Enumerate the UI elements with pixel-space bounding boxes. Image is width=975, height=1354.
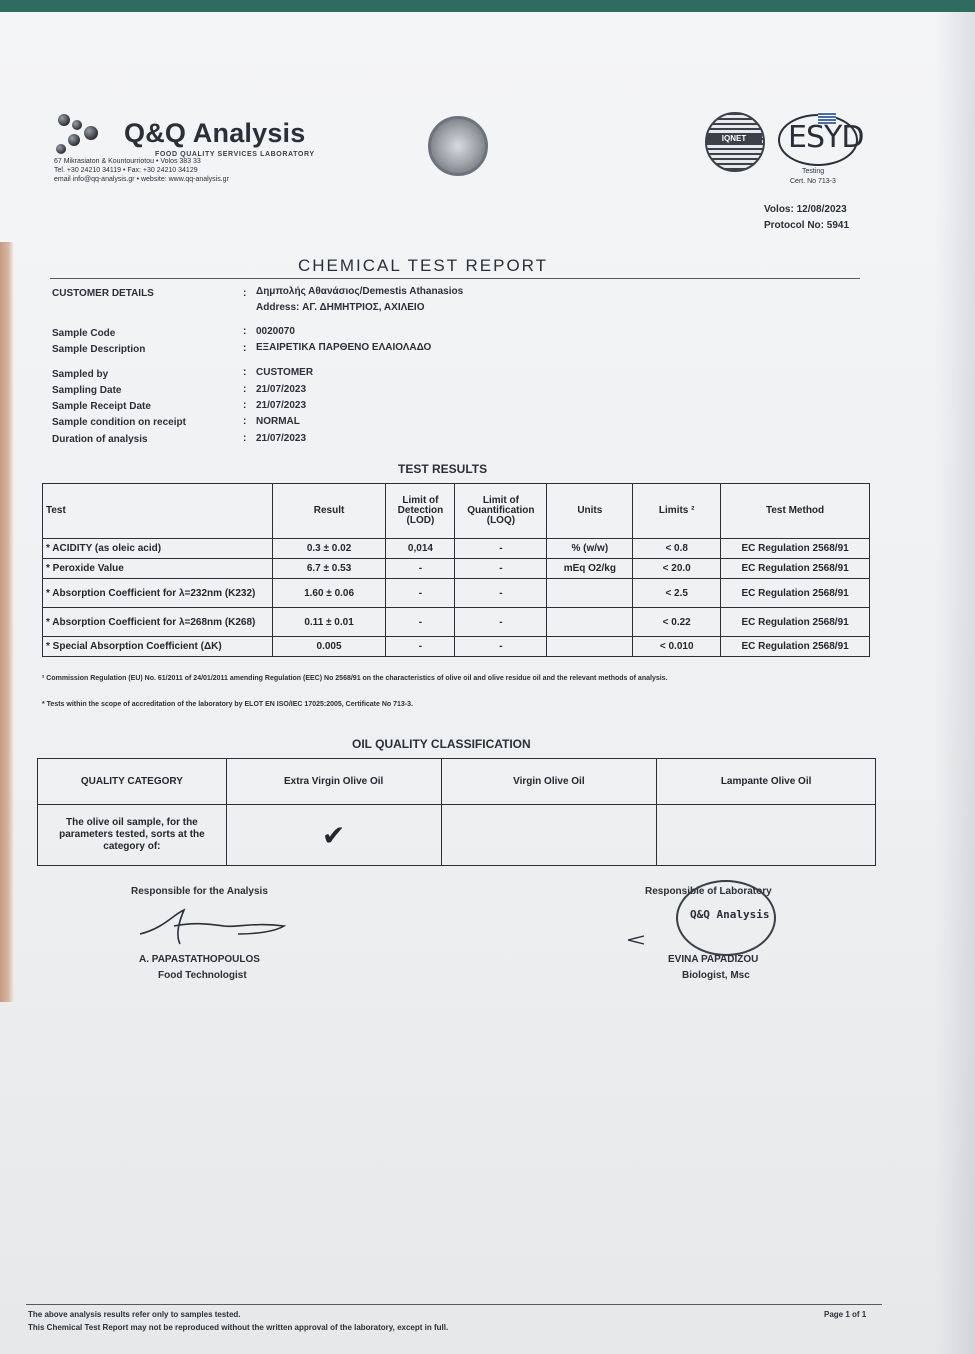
header-lod: Limit of Detection (LOD) bbox=[386, 484, 455, 539]
virgin-cell bbox=[441, 805, 657, 866]
left-signature-label: Responsible for the Analysis bbox=[131, 886, 268, 897]
row-units: % (w/w) bbox=[547, 539, 633, 559]
page-number: Page 1 of 1 bbox=[824, 1310, 867, 1319]
customer-label: CUSTOMER DETAILS bbox=[52, 288, 154, 299]
quality-category-header: QUALITY CATEGORY bbox=[38, 759, 227, 805]
lampante-header: Lampante Olive Oil bbox=[657, 759, 876, 805]
page-edge-shadow bbox=[935, 12, 975, 1354]
esyd-testing: Testing bbox=[802, 168, 825, 175]
row-method: EC Regulation 2568/91 bbox=[721, 637, 870, 657]
row-test: * Absorption Coefficient for λ=268nm (K268) bbox=[43, 608, 273, 637]
report-title: CHEMICAL TEST REPORT bbox=[298, 256, 549, 275]
classification-row-label: The olive oil sample, for the parameters tested, sorts at the category of: bbox=[38, 805, 227, 866]
row-loq: - bbox=[455, 608, 547, 637]
extra-virgin-cell bbox=[226, 805, 441, 866]
row-lod: - bbox=[386, 559, 455, 579]
email-line: email info@qq-analysis.gr • website: www.qq-analysis.gr bbox=[54, 176, 229, 183]
sampling-date: 21/07/2023 bbox=[256, 384, 307, 395]
row-limits: < 0.8 bbox=[633, 539, 721, 559]
row-test: * Peroxide Value bbox=[43, 559, 273, 579]
footer-disclaimer-2: This Chemical Test Report may not be reproduced without the written approval of the laboratory, except in full. bbox=[28, 1323, 449, 1332]
row-result: 0.11 ± 0.01 bbox=[272, 608, 386, 637]
row-units bbox=[547, 637, 633, 657]
header-limits: Limits ² bbox=[633, 484, 721, 539]
classification-table bbox=[37, 758, 876, 866]
row-limits: < 0.010 bbox=[633, 637, 721, 657]
lampante-cell bbox=[657, 805, 876, 866]
row-loq: - bbox=[455, 559, 547, 579]
sampling-date-label: Sampling Date bbox=[52, 385, 122, 396]
extra-virgin-header: Extra Virgin Olive Oil bbox=[226, 759, 441, 805]
sample-description: ΕΞΑΙΡΕΤΙΚΑ ΠΑΡΘΕΝΟ ΕΛΑΙΟΛΑΔΟ bbox=[256, 342, 432, 353]
left-signatory-name: A. PAPASTATHOPOULOS bbox=[139, 954, 260, 965]
row-result: 0.3 ± 0.02 bbox=[272, 539, 386, 559]
iqnet-label: IQNET bbox=[706, 134, 762, 143]
receipt-date: 21/07/2023 bbox=[256, 400, 307, 411]
table-row bbox=[43, 559, 870, 579]
table-row bbox=[43, 539, 870, 559]
row-method: EC Regulation 2568/91 bbox=[721, 608, 870, 637]
title-divider bbox=[50, 278, 860, 279]
row-result: 0.005 bbox=[272, 637, 386, 657]
row-method: EC Regulation 2568/91 bbox=[721, 559, 870, 579]
results-table bbox=[42, 483, 870, 657]
protocol-number: Protocol No: 5941 bbox=[764, 220, 850, 231]
footer-divider bbox=[26, 1304, 882, 1305]
sample-code: 0020070 bbox=[256, 326, 295, 337]
row-lod: - bbox=[386, 579, 455, 608]
finger-shadow bbox=[0, 242, 14, 1002]
row-limits: < 0.22 bbox=[633, 608, 721, 637]
right-signature-icon bbox=[626, 930, 686, 950]
row-limits: < 20.0 bbox=[633, 559, 721, 579]
footnote-regulation: ² Commission Regulation (EU) No. 61/2011 of 24/01/2011 amending Regulation (EEC) No 2568/91 on the characteristics of olive oil and olive residue oil and the relevant methods of analysis. bbox=[42, 675, 668, 682]
duration: 21/07/2023 bbox=[256, 433, 307, 444]
condition: NORMAL bbox=[256, 416, 300, 427]
brand-name: Q&Q Analysis bbox=[124, 118, 306, 148]
address-line: 67 Mikrasiaton & Kountourriotou • Volos 383 33 bbox=[54, 158, 201, 165]
classification-title: OIL QUALITY CLASSIFICATION bbox=[352, 737, 531, 751]
header-units: Units bbox=[547, 484, 633, 539]
row-lod: - bbox=[386, 608, 455, 637]
test-results-title: TEST RESULTS bbox=[398, 462, 488, 476]
row-loq: - bbox=[455, 539, 547, 559]
row-units bbox=[547, 579, 633, 608]
condition-label: Sample condition on receipt bbox=[52, 417, 186, 428]
right-signatory-title: Biologist, Msc bbox=[682, 970, 750, 981]
row-test: * Special Absorption Coefficient (ΔK) bbox=[43, 637, 273, 657]
stamp-text: Q&Q Analysis bbox=[690, 908, 770, 921]
table-row bbox=[43, 579, 870, 608]
row-method: EC Regulation 2568/91 bbox=[721, 539, 870, 559]
checkmark-icon: ✔ bbox=[321, 818, 346, 852]
report-page: Q&Q Analysis FOOD QUALITY SERVICES LABORATORY 67 Mikrasiaton & Kountourriotou • Volos 383 33 Tel. +30 24210 34119 • Fax: +30 24210 34129 email info@qq-analysis.gr • website: www.qq-analysis.gr IQNET ESYD Testing Cert. No 713-3 Volos: 12/08/2023 Protocol No: 5941 CHEMICAL TEST REPORT CUSTOMER DETAILS : Δημπολής Αθανάσιος/Demestis Athanasios Address: ΑΓ. ΔΗΜΗΤΡΙΟΣ, ΑΧΙΛΕΙΟ Sample Code : 0020070 Sample Description : ΕΞΑΙΡΕΤΙΚΑ ΠΑΡΘΕΝΟ ΕΛΑΙΟΛΑΔΟ Sampled by : CUSTOMER Sampling Date : 21/07/2023 Sample Receipt Date : 21/07/2023 Sample condition on receipt : NORMAL Duration of analysis : 21/07/2023 TEST RESULTS Test Result Limit of Detection (LOD) Limit of Quantification (LOQ) Units Limits ² Test Method * ACIDITY (as oleic acid) 0.3 ± 0.02 0,014 - % (w/w) < 0.8 EC Regulation 2568/91 * Peroxide Value 6.7 ± 0.53 - - mEq O2/kg < 20.0 EC Regulation 2568/91 * Absorption Coefficient for λ=232nm (K232) 1.60 ± 0.06 - - < 2.5 EC Regulation 2568/91 * Absorption Coefficient for λ=268nm (K268) 0.11 ± 0.01 - - < 0.22 EC Regulation 2568/91 * Special Absorption Coefficient (ΔK) 0.005 - - < 0.010 EC Regulation 2568/91 ² Commission Regulation (EU) No. 61/2011 of 24/01/2011 amending Regulation (EEC) No 2568/91 on the characteristics of olive oil and olive residue oil and the relevant methods of analysis. * Tests within the scope of accreditation of the laboratory by ELOT EN ISO/IEC 17025:2005, Certificate No 713-3. OIL QUALITY CLASSIFICATION QUALITY CATEGORY Extra Virgin Olive Oil Virgin Olive Oil Lampante Olive Oil The olive oil sample, for the parameters tested, sorts at the category of: ✔ Responsible for the Analysis A. PAPASTATHOPOULOS Food Technologist Responsible of Laboratory Q&Q Analysis EVINA PAPADIZOU Biologist, Msc The above analysis results refer only to samples tested. This Chemical Test Report may not be reproduced without the written approval of the laboratory, except in full. Page 1 of 1 bbox=[0, 12, 975, 1354]
footer-disclaimer-1: The above analysis results refer only to samples tested. bbox=[28, 1310, 241, 1319]
customer-address: Address: ΑΓ. ΔΗΜΗΤΡΙΟΣ, ΑΧΙΛΕΙΟ bbox=[256, 302, 425, 313]
header-method: Test Method bbox=[721, 484, 870, 539]
header-loq: Limit of Quantification (LOQ) bbox=[455, 484, 547, 539]
phone-line: Tel. +30 24210 34119 • Fax: +30 24210 34129 bbox=[54, 167, 198, 174]
left-signature-icon bbox=[134, 904, 294, 954]
row-loq: - bbox=[455, 579, 547, 608]
brand-tagline: FOOD QUALITY SERVICES LABORATORY bbox=[155, 151, 315, 158]
left-signatory-title: Food Technologist bbox=[158, 970, 247, 981]
esyd-cert: Cert. No 713-3 bbox=[790, 178, 836, 185]
row-method: EC Regulation 2568/91 bbox=[721, 579, 870, 608]
sample-code-label: Sample Code bbox=[52, 328, 116, 339]
virgin-header: Virgin Olive Oil bbox=[441, 759, 657, 805]
brand-logo-icon bbox=[54, 110, 112, 160]
right-signature-label: Responsible of Laboratory bbox=[645, 886, 772, 897]
table-row bbox=[43, 637, 870, 657]
esyd-logo: ESYD bbox=[788, 120, 864, 155]
sampled-by-label: Sampled by bbox=[52, 369, 109, 380]
report-date: Volos: 12/08/2023 bbox=[764, 204, 847, 215]
duration-label: Duration of analysis bbox=[52, 434, 148, 445]
row-result: 6.7 ± 0.53 bbox=[272, 559, 386, 579]
row-units bbox=[547, 608, 633, 637]
footnote-accreditation: * Tests within the scope of accreditation of the laboratory by ELOT EN ISO/IEC 17025:2005, Certificate No 713-3. bbox=[42, 701, 413, 708]
receipt-date-label: Sample Receipt Date bbox=[52, 401, 151, 412]
row-test: * ACIDITY (as oleic acid) bbox=[43, 539, 273, 559]
row-limits: < 2.5 bbox=[633, 579, 721, 608]
row-lod: - bbox=[386, 637, 455, 657]
row-test: * Absorption Coefficient for λ=232nm (K232) bbox=[43, 579, 273, 608]
row-result: 1.60 ± 0.06 bbox=[272, 579, 386, 608]
sample-description-label: Sample Description bbox=[52, 344, 146, 355]
row-loq: - bbox=[455, 637, 547, 657]
row-lod: 0,014 bbox=[386, 539, 455, 559]
sampled-by: CUSTOMER bbox=[256, 367, 314, 378]
row-units: mEq O2/kg bbox=[547, 559, 633, 579]
greek-state-seal-icon bbox=[428, 116, 488, 176]
table-row bbox=[43, 608, 870, 637]
customer-name: Δημπολής Αθανάσιος/Demestis Athanasios bbox=[256, 286, 464, 297]
right-signatory-name: EVINA PAPADIZOU bbox=[668, 954, 759, 965]
header-test: Test bbox=[43, 484, 273, 539]
header-result: Result bbox=[272, 484, 386, 539]
